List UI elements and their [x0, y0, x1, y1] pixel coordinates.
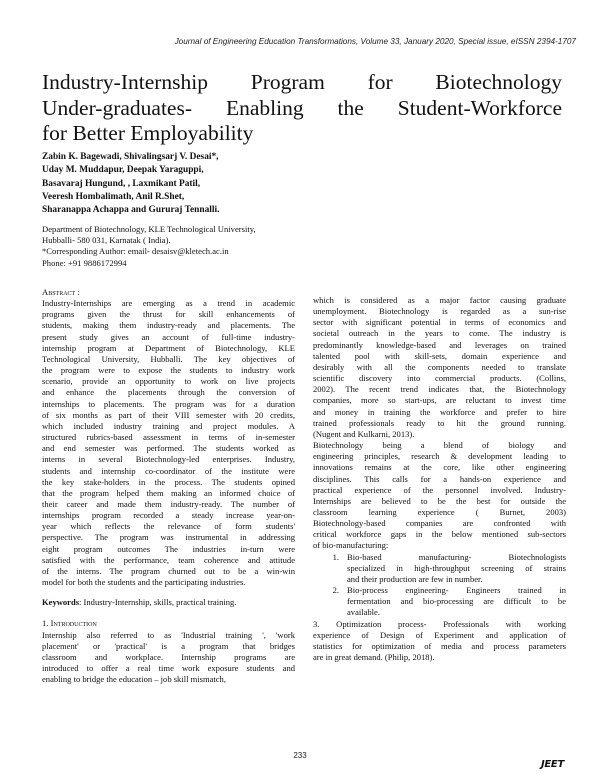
- introduction-heading: 1. Introduction: [42, 618, 97, 629]
- affiliation-line: Department of Biotechnology, KLE Technological University,: [42, 224, 256, 234]
- right-column: [313, 295, 566, 663]
- body-paragraph: [313, 440, 566, 552]
- text-line: and end semester was performed. The students worked as: [42, 443, 295, 454]
- text-line: students and internship co-coordinator of the institute were: [42, 465, 295, 476]
- workforce-gap-list: [313, 552, 566, 619]
- text-line: the program were to expose the students to industry work: [42, 365, 295, 376]
- text-line: scientific discovery into commercial products. (Collins,: [313, 373, 566, 384]
- text-line: the key stake-holders in the process. The students opined: [42, 476, 295, 487]
- affiliation-line: *Corresponding Author: email- desaisv@kletech.ac.in: [42, 246, 229, 257]
- body-paragraph: [313, 295, 566, 440]
- text-line: interns in several Biotechnology-led enterprises. Industry,: [42, 454, 295, 465]
- text-line: Bio-process engineering- Engineers trained in: [347, 585, 566, 596]
- text-line: statistics for optimization of media and process parameters: [313, 640, 566, 651]
- text-line: predominantly knowledge-based and leverages on trained: [313, 339, 566, 350]
- author-list: [42, 151, 372, 217]
- list-item: [313, 552, 566, 585]
- text-line: specialized in high-throughput screening of strains: [347, 562, 566, 573]
- text-line: Internships are believed to be the best for outside the: [313, 495, 566, 506]
- list-item: [313, 585, 566, 618]
- text-line: societal outreach in the years to come. The industry is: [313, 328, 566, 339]
- text-line: of bio-manufacturing:: [313, 540, 389, 551]
- keywords-label: Keywords: [42, 597, 80, 608]
- text-line: Technological University, Hubballi. The key objectives of: [42, 353, 295, 364]
- text-line: perspective. The program was instrumental in addressing: [42, 532, 295, 543]
- text-line: sector with significant potential in terms of economics and: [313, 317, 566, 328]
- abstract-heading: Abstract :: [42, 287, 80, 297]
- text-line: and their production are few in number.: [347, 573, 483, 584]
- text-line: programs given the thrust for skill enhancements of: [42, 309, 295, 320]
- text-line: of the interns. The program churned out to be a win-win: [42, 565, 295, 576]
- text-line: eight program outcomes The industries in-turn were: [42, 543, 295, 554]
- list-item-text: [347, 552, 566, 585]
- text-line: trained professionals ready to hit the ground running.: [313, 417, 566, 428]
- text-line: fermentation and bio-processing are difficult to be: [347, 596, 566, 607]
- text-line: placement' or 'practical' is a program that bridges: [42, 640, 295, 651]
- text-line: introduced to offer a real time work exposure students and: [42, 663, 295, 673]
- text-line: available.: [347, 607, 380, 618]
- text-line: classroom and workplace. Internship programs are: [42, 651, 295, 662]
- text-line: unemployment. Biotechnology is regarded as a sun-rise: [313, 306, 566, 317]
- text-line: desirably with all the components needed to translate: [313, 361, 566, 372]
- text-line: companies, more so start-ups, are reluctant to invest time: [313, 395, 566, 406]
- title-line: Under-graduates- Enabling the Student-Workforce: [42, 95, 562, 120]
- text-line: are in great demand. (Philip, 2018).: [313, 652, 435, 662]
- text-line: which is considered as a major factor causing graduate: [313, 295, 566, 305]
- text-line: enabling to bridge the education – job skill mismatch,: [42, 674, 226, 685]
- paper-title: [42, 70, 562, 147]
- affiliation-line: Hubballi- 580 031, Karnatak ( India).: [42, 235, 171, 246]
- text-line: experience of Design of Experiment and application of: [313, 629, 566, 640]
- text-line: structured rubrics-based assessment in terms of in-semester: [42, 432, 295, 443]
- list-item-text: [347, 585, 566, 618]
- keywords: [42, 597, 295, 608]
- author-line: Zabin K. Bagewadi, Shivalingsarj V. Desai*,: [42, 152, 219, 162]
- text-line: Biotechnology being a blend of biology and: [313, 440, 566, 451]
- text-line: year which reflects the relevance of form students': [42, 521, 295, 532]
- title-line: Industry-Internship Program for Biotechnology: [42, 70, 562, 94]
- text-line: talented pool with skill-sets, domain experience and: [313, 350, 566, 361]
- keywords-text: : Industry-Internship, skills, practical training.: [79, 597, 237, 608]
- text-line: students, making them industry-ready and placements. The: [42, 320, 295, 331]
- text-line: and money in training the workforce and prefer to hire: [313, 406, 566, 417]
- text-line: scenario, provide an opportunity to work on live projects: [42, 376, 295, 387]
- text-line: satisfied with the performance, team coherence and attitude: [42, 554, 295, 565]
- text-line: disciplines. This calls for a hands-on experience and: [313, 473, 566, 484]
- text-line: Industry-Internships are emerging as a trend in academic: [42, 298, 295, 309]
- text-line: (Nugent and Kulkarni, 2013).: [313, 428, 415, 439]
- text-line: classroom learning experience ( Burnet, 2003): [313, 506, 566, 517]
- text-line: practical experience of the personnel involved. Industry-: [313, 484, 566, 495]
- journal-header: Journal of Engineering Education Transformations, Volume 33, January 2020, Special issue, eISSN 2394-1707: [174, 37, 576, 46]
- text-line: model for both the students and the participating industries.: [42, 577, 246, 588]
- text-line: their career and made them industry-ready. The number of: [42, 498, 295, 509]
- list-item-number: 2.: [332, 585, 339, 596]
- text-line: Internship also referred to as 'Industrial training ', 'work: [42, 629, 295, 640]
- author-line: Basavaraj Hungund, , Laxmikant Patil,: [42, 178, 201, 189]
- author-line: Veeresh Hombalimath, Anil R.Shet,: [42, 191, 185, 202]
- affiliation: [42, 224, 342, 269]
- left-column: [42, 287, 295, 685]
- text-line: internships program recorded a steady increase year-on-: [42, 510, 295, 521]
- text-line: present study gives an account of full-time industry-: [42, 331, 295, 342]
- author-line: Sharanappa Achappa and Gururaj Tennalli.: [42, 205, 220, 216]
- body-paragraph: [313, 619, 566, 664]
- text-line: of six months as part of their VIII semester with 20 credits,: [42, 409, 295, 420]
- text-line: Bio-based manufacturing- Biotechnologists: [347, 551, 566, 562]
- text-line: internships to placements. The program was for a duration: [42, 398, 295, 409]
- affiliation-line: Phone: +91 9886172994: [42, 257, 127, 268]
- text-line: 2002). The recent trend indicates that, the Biotechnology: [313, 384, 566, 395]
- list-item-number: 1.: [332, 551, 339, 562]
- text-line: critical workforce gaps in the below mentioned sub-sectors: [313, 529, 566, 540]
- journal-logo: JEET: [540, 759, 564, 770]
- text-line: engineering principles, research & development leading to: [313, 451, 566, 462]
- text-line: and enhance the placements through the conversion of: [42, 387, 295, 398]
- text-line: internship program at Department of Biotechnology, KLE: [42, 342, 295, 353]
- page-number: 233: [293, 751, 307, 760]
- title-line: for Better Employability: [42, 121, 254, 145]
- introduction-body: [42, 630, 295, 686]
- text-line: Biotechnology-based companies are confronted with: [313, 518, 566, 529]
- text-line: that the program helped them making an informed choice of: [42, 487, 295, 498]
- text-line: 3. Optimization process- Professionals with working: [313, 618, 566, 629]
- text-line: innovations remains at the core, like other engineering: [313, 462, 566, 473]
- text-line: which included industry training and project modules. A: [42, 420, 295, 431]
- author-line: Uday M. Muddapur, Deepak Yaraguppi,: [42, 165, 204, 176]
- abstract-body: [42, 298, 295, 588]
